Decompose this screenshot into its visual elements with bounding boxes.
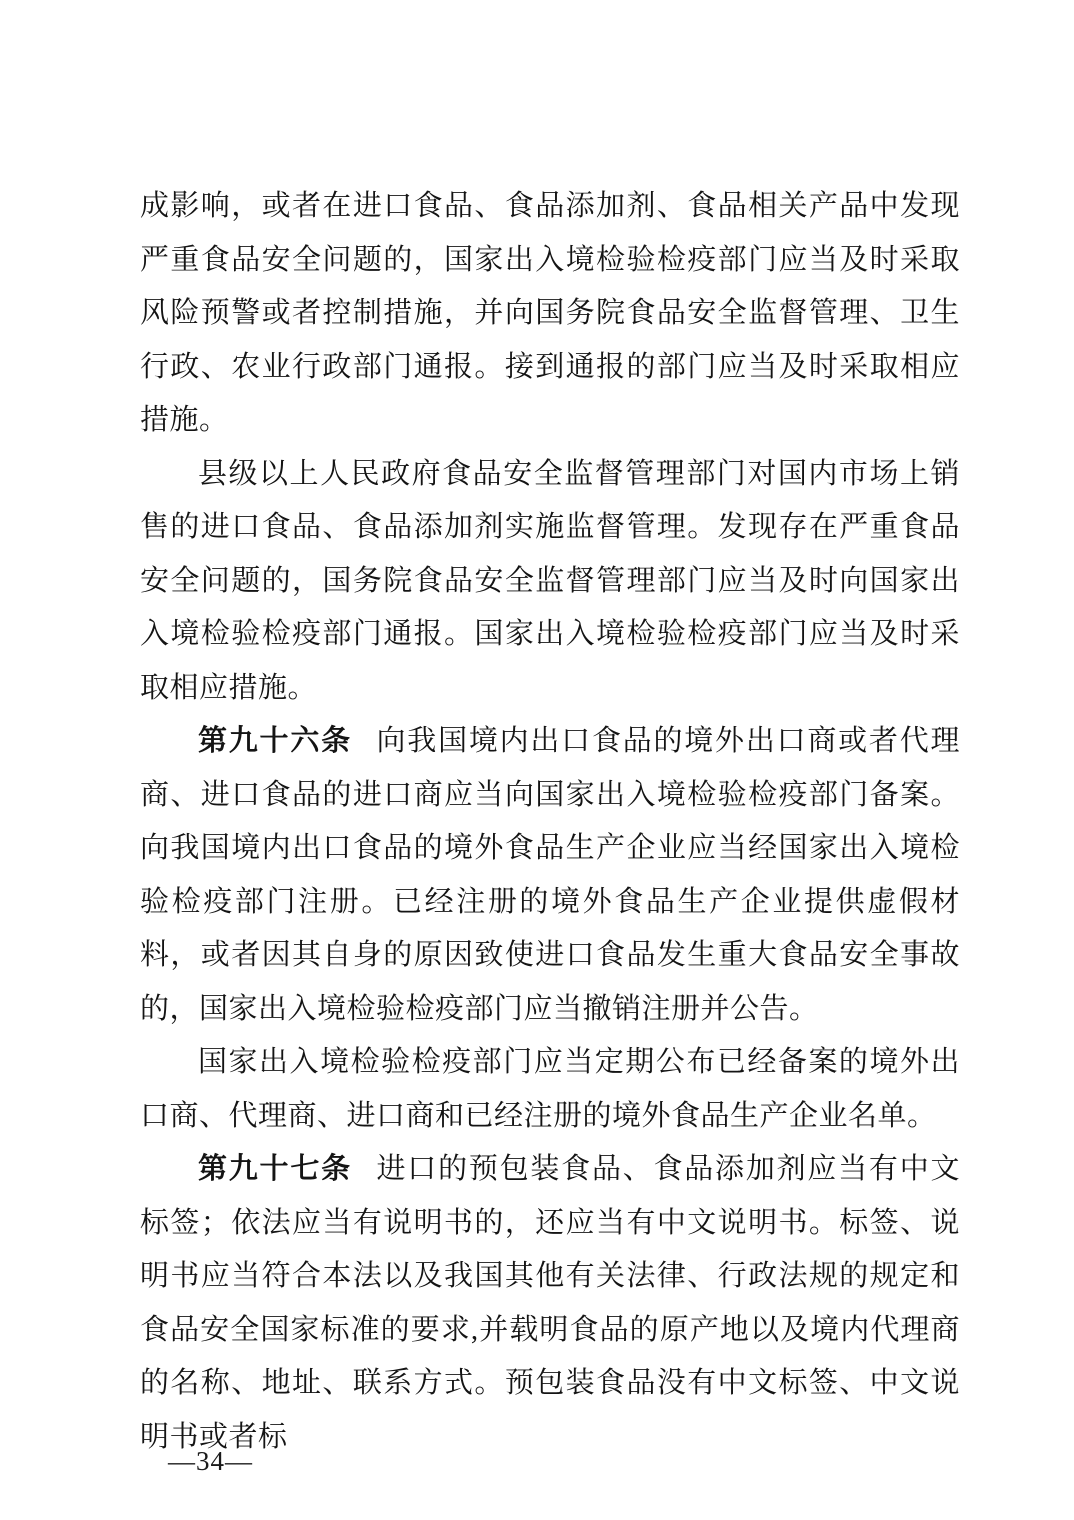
paragraph-article-96 xyxy=(140,715,960,1036)
paragraph-text: 进口的预包装食品、食品添加剂应当有中文标签；依法应当有说明书的，还应当有中文说明书。标签、说明书应当符合本法以及我国其他有关法律、行政法规的规定和食品安全国家标准的要求,并载明食品的原产地以及境内代理商的名称、地址、联系方式。预包装食品没有中文标签、中文说明书或者标 xyxy=(140,1153,960,1453)
paragraph-article-97 xyxy=(140,1143,960,1464)
article-number: 第九十七条 xyxy=(198,1153,352,1185)
paragraph-text: 成影响，或者在进口食品、食品添加剂、食品相关产品中发现严重食品安全问题的，国家出入境检验检疫部门应当及时采取风险预警或者控制措施，并向国务院食品安全监督管理、卫生行政、农业行政部门通报。接到通报的部门应当及时采取相应措施。 xyxy=(140,190,960,436)
page-number: —34— xyxy=(168,1446,253,1476)
document-body xyxy=(140,180,960,1464)
paragraph-text: 县级以上人民政府食品安全监督管理部门对国内市场上销售的进口食品、食品添加剂实施监督管理。发现存在严重食品安全问题的，国务院食品安全监督管理部门应当及时向国家出入境检验检疫部门通报。国家出入境检验检疫部门应当及时采取相应措施。 xyxy=(140,457,960,704)
paragraph xyxy=(140,180,960,448)
paragraph xyxy=(140,448,960,716)
paragraph xyxy=(140,1036,960,1143)
paragraph-text: 国家出入境检验检疫部门应当定期公布已经备案的境外出口商、代理商、进口商和已经注册的境外食品生产企业名单。 xyxy=(140,1046,960,1132)
paragraph-text: 向我国境内出口食品的境外出口商或者代理商、进口食品的进口商应当向国家出入境检验检疫部门备案。向我国境内出口食品的境外食品生产企业应当经国家出入境检验检疫部门注册。已经注册的境外食品生产企业提供虚假材料，或者因其自身的原因致使进口食品发生重大食品安全事故的，国家出入境检验检疫部门应当撤销注册并公告。 xyxy=(140,725,960,1025)
article-number: 第九十六条 xyxy=(198,725,352,757)
